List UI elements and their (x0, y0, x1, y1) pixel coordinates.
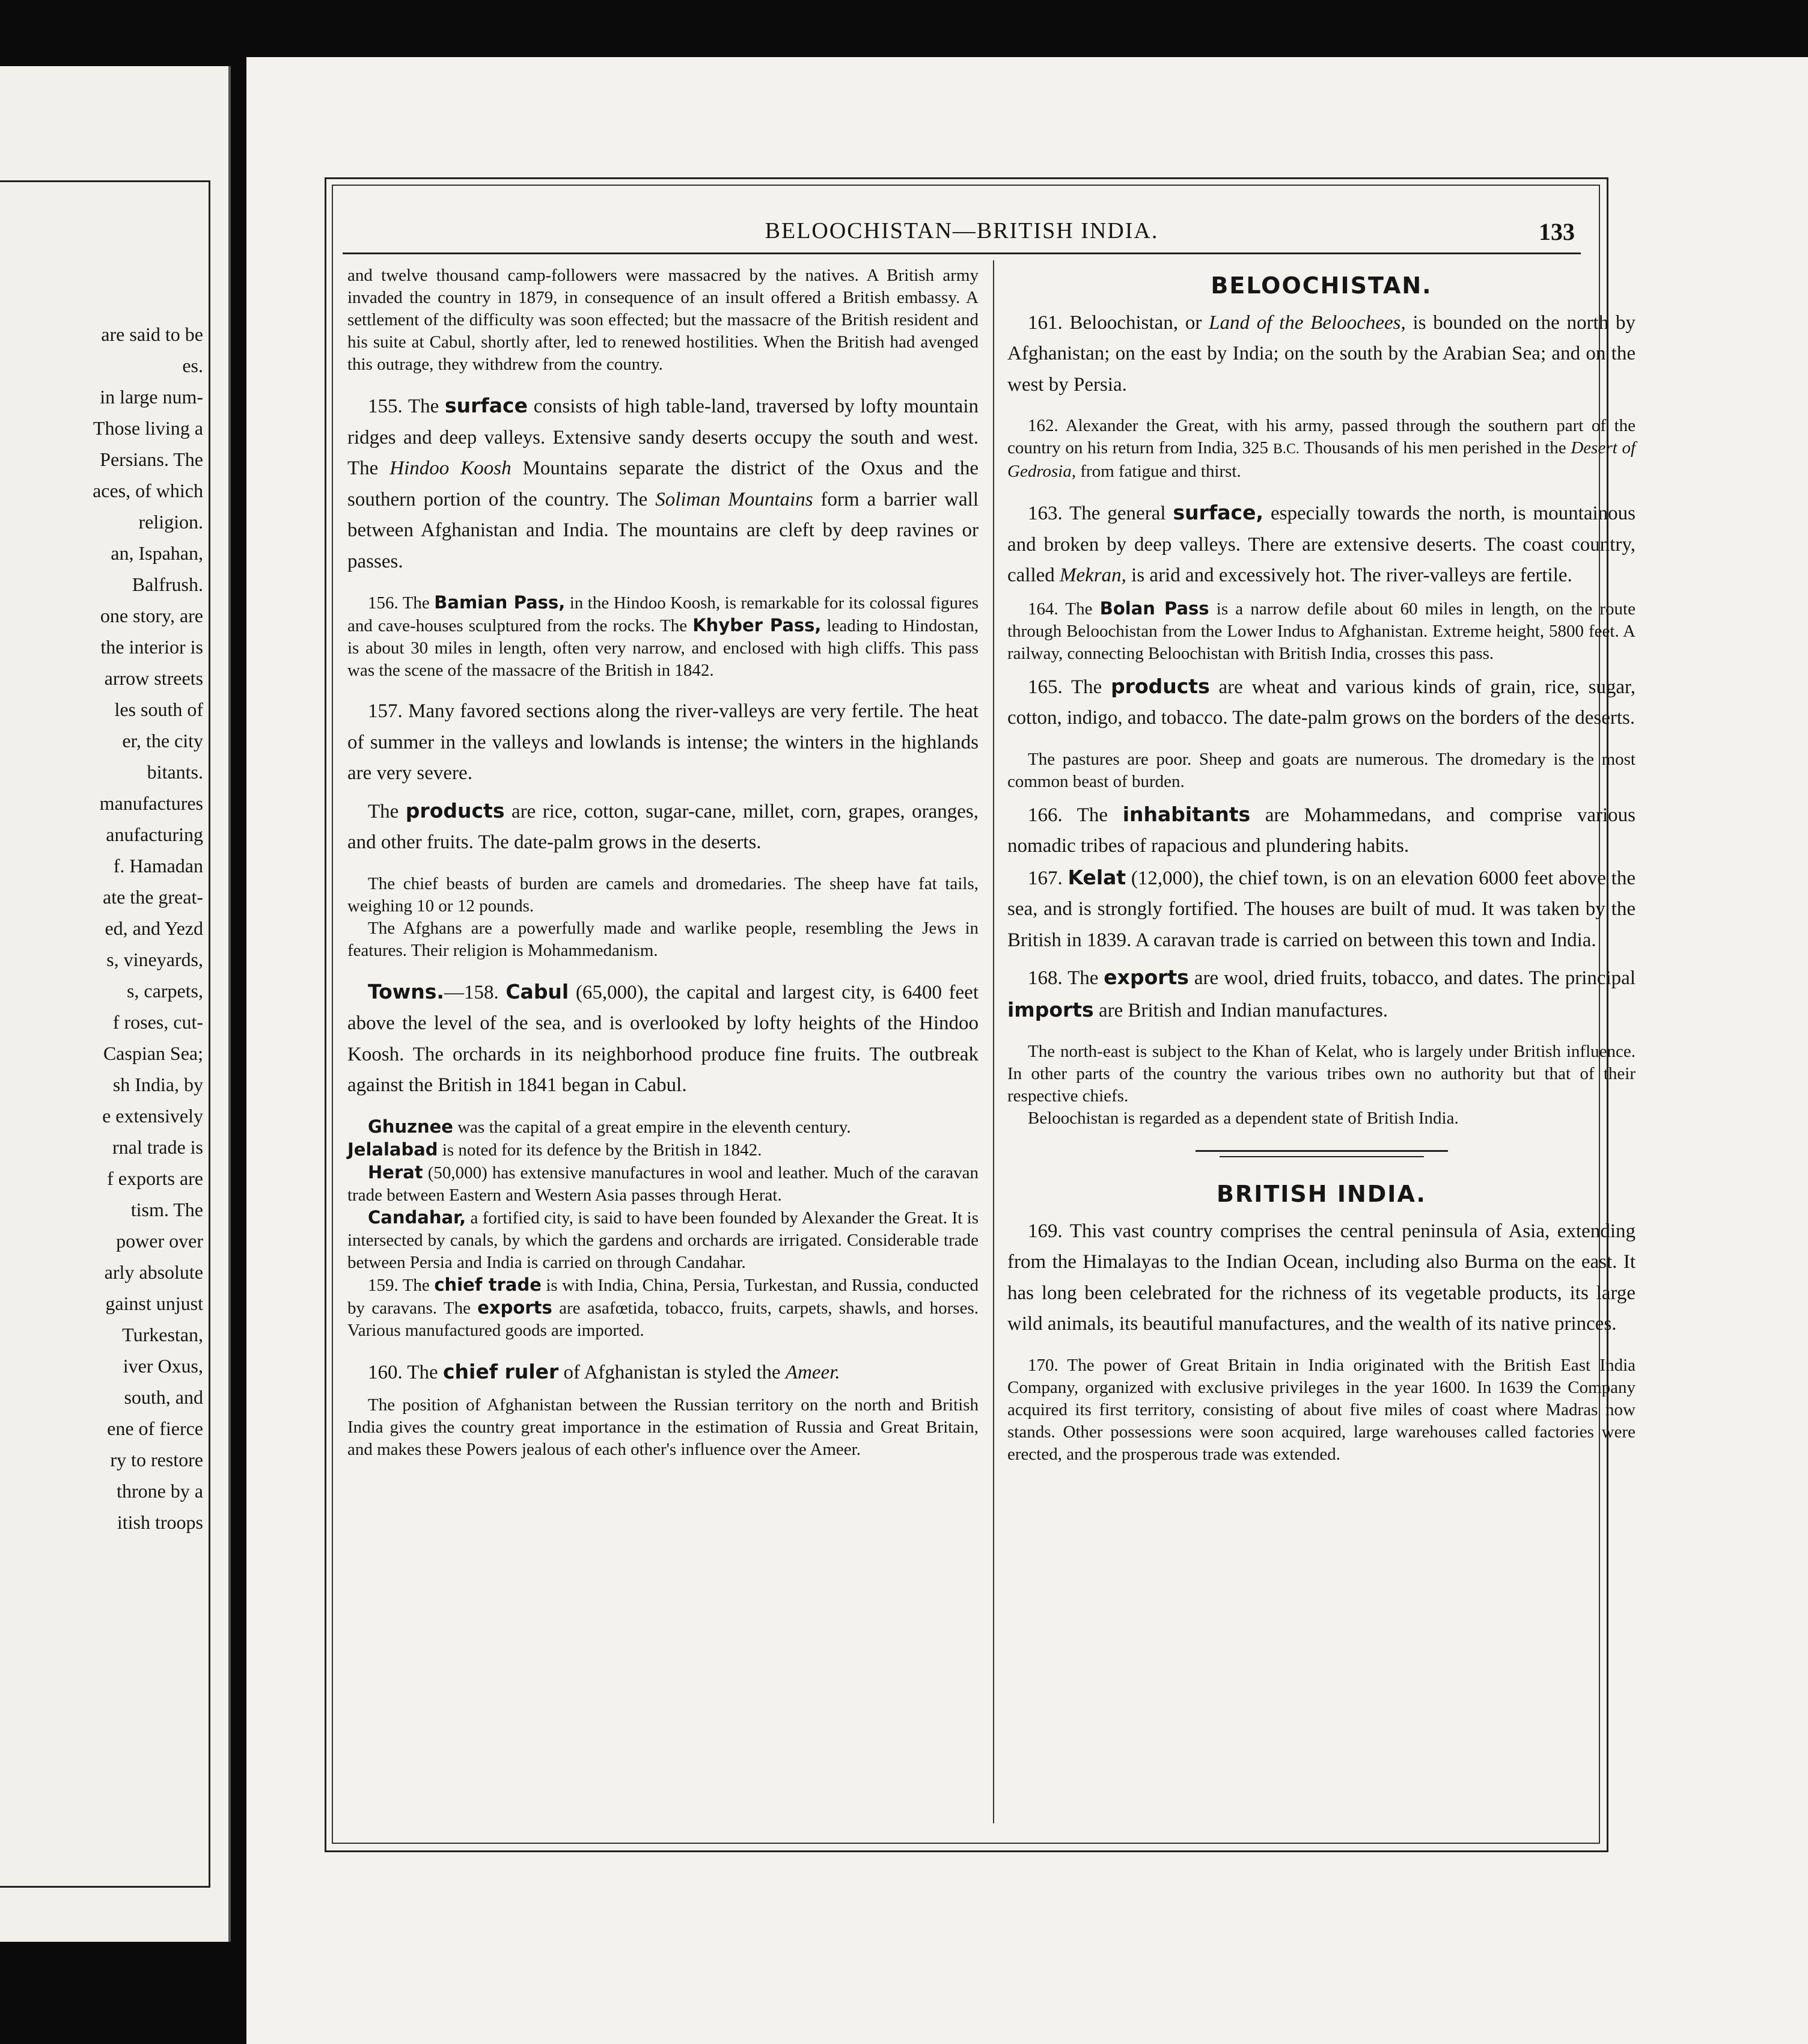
paragraph-168: 168. The exports are wool, dried fruits, tobacco, and dates. The principal imports are British and Indian manufactures. (1007, 965, 1635, 1021)
running-title: BELOOCHISTAN—BRITISH INDIA. (765, 218, 1159, 243)
facing-page-line: Those living a (93, 417, 203, 439)
page-number: 133 (1539, 218, 1575, 245)
facing-page-line: e extensively (102, 1105, 203, 1127)
paragraph-jelalabad: Jelalabad is noted for its defence by the British in 1842. (347, 1139, 762, 1160)
facing-page-line: manufactures (99, 792, 203, 814)
paragraph-afghans: The Afghans are a powerfully made and warlike people, resembling the Jews in features. Their religion is Mohammedanism. (347, 918, 979, 960)
paragraph-170: 170. The power of Great Britain in India originated with the British East India Company, organized with exclusive privileges in the year 1600. In 1639 the Company acquired its first territory, consisting of about five miles of coast where Madras now stands. Other possessions were soon acquired, large warehouses called factories were erected, and the prosperous trade was extended. (1007, 1355, 1635, 1464)
facing-page-text (0, 319, 210, 1538)
facing-page-line: er, the city (122, 730, 203, 751)
facing-page-line: arrow streets (104, 667, 203, 689)
section-title-british-india: BRITISH INDIA. (1217, 1181, 1426, 1207)
paragraph-candahar: Candahar, a fortified city, is said to have been founded by Alexander the Great. It is intersected by canals, by which the gardens and orchards are irrigated. Considerable trade between Persia and India is carried on through Candahar. (347, 1207, 979, 1272)
paragraph-khan: The north-east is subject to the Khan of Kelat, who is largely under British influence. In other parts of the country the various tribes own no authority but that of their respective chiefs. (1007, 1042, 1635, 1106)
facing-page-line: f. Hamadan (113, 855, 203, 877)
paragraph-158: Towns.—158. Cabul (65,000), the capital and largest city, is 6400 feet above the level of the sea, and is overlooked by lofty heights of the Hindoo Koosh. The orchards in its neighborhood produce fine fruits. The outbreak against the British in 1841 began in Cabul. (347, 979, 979, 1096)
paragraph-beasts: The chief beasts of burden are camels and dromedaries. The sheep have fat tails, weighing 10 or 12 pounds. (347, 874, 979, 916)
facing-page-line: ene of fierce (107, 1418, 203, 1439)
facing-page-line: are said to be (101, 323, 203, 345)
right-column (1007, 265, 1635, 1466)
facing-page-line: sh India, by (112, 1074, 203, 1095)
facing-page-line: the interior is (100, 636, 203, 658)
facing-page-line: one story, are (100, 605, 203, 626)
running-head (343, 216, 1581, 254)
facing-page-line: s, vineyards, (106, 949, 203, 970)
paragraph-166: 166. The inhabitants are Mohammedans, and comprise various nomadic tribes of rapacious and plundering habits. (1007, 802, 1635, 857)
paragraph-156: 156. The Bamian Pass, in the Hindoo Koosh, is remarkable for its colossal figures and cave-houses sculptured from the rocks. The Khyber Pass, leading to Hindostan, is about 30 miles in length, often very narrow, and enclosed with high cliffs. This pass was the scene of the massacre of the British in 1842. (347, 592, 979, 680)
paragraph-169: 169. This vast country comprises the central peninsula of Asia, extending from the Himalayas to the Indian Ocean, including also Burma on the east. It has long been celebrated for the richness of its vegetable products, its large wild animals, its beautiful manufactures, and the wealth of its native princes. (1007, 1220, 1635, 1335)
paragraph-157-products: The products are rice, cotton, sugar-cane, millet, corn, grapes, oranges, and other fruits. The date-palm grows in the deserts. (347, 798, 979, 853)
facing-page-line: aces, of which (93, 480, 203, 501)
paragraph-161: 161. Beloochistan, or Land of the Beloochees, is bounded on the north by Afghanistan; on the east by India; on the south by the Arabian Sea; and on the west by Persia. (1007, 311, 1635, 396)
section-divider (1196, 1150, 1448, 1157)
facing-page-line: Turkestan, (122, 1324, 203, 1345)
facing-page-line: iver Oxus, (123, 1355, 203, 1377)
facing-page-line: rnal trade is (112, 1136, 203, 1158)
facing-page-line: f roses, cut- (112, 1011, 203, 1033)
facing-page-line: anufacturing (106, 824, 203, 845)
facing-page-line: tism. The (130, 1199, 203, 1220)
facing-page-line: ed, and Yezd (105, 917, 203, 939)
paragraph-157: 157. Many favored sections along the river-valleys are very fertile. The heat of summer in the valleys and lowlands is intense; the winters in the highlands are very severe. (347, 700, 979, 784)
facing-page-line: Balfrush. (132, 574, 203, 595)
paragraph-167: 167. Kelat (12,000), the chief town, is on an elevation 6000 feet above the sea, and is strongly fortified. The houses are built of mud. It was taken by the British in 1839. A caravan trade is carried on between this town and India. (1007, 865, 1635, 951)
facing-page-line: power over (116, 1230, 203, 1252)
paragraph-ghuznee: Ghuznee was the capital of a great empire in the eleventh century. (368, 1116, 851, 1137)
facing-page-line: arly absolute (104, 1261, 203, 1283)
facing-page-line: itish troops (117, 1511, 203, 1533)
facing-page-line: religion. (138, 511, 203, 533)
paragraph-155: 155. The surface consists of high table-land, traversed by lofty mountain ridges and deep valleys. Extensive sandy deserts occupy the south and west. The Hindoo Koosh Mountains separate the district of the Oxus and the southern portion of the country. The Soliman Mountains form a barrier wall between Afghanistan and India. The mountains are cleft by deep ravines or passes. (347, 394, 979, 572)
facing-page-line: es. (182, 355, 203, 376)
paragraph-pastures: The pastures are poor. Sheep and goats are numerous. The dromedary is the most common beast of burden. (1007, 749, 1635, 791)
section-title-beloochistan: BELOOCHISTAN. (1211, 272, 1432, 299)
facing-page-line: s, carpets, (126, 980, 203, 1002)
paragraph-165: 165. The products are wheat and various kinds of grain, rice, sugar, cotton, indigo, and tobacco. The date-palm grows on the borders of the deserts. (1007, 674, 1635, 729)
paragraph-massacre: and twelve thousand camp-followers were massacred by the natives. A British army invaded the country in 1879, in consequence of an insult offered a British embassy. A settlement of the difficulty was soon effected; but the massacre of the British resident and his suite at Cabul, shortly after, led to renewed hostilities. When the British had avenged this outrage, they withdrew from the country. (347, 266, 979, 374)
left-column (347, 265, 979, 1461)
paragraph-163: 163. The general surface, especially towards the north, is mountainous and broken by deep valleys. There are extensive deserts. The coast country, called Mekran, is arid and excessively hot. The river-valleys are fertile. (1007, 501, 1635, 586)
facing-page-line: an, Ispahan, (111, 542, 203, 564)
facing-page (0, 66, 231, 1942)
paragraph-159: 159. The chief trade is with India, China, Persia, Turkestan, and Russia, conducted by caravans. The exports are asafœtida, tobacco, fruits, carpets, shawls, and horses. Various manufactured goods are imported. (347, 1274, 979, 1340)
facing-page-line: throne by a (117, 1480, 203, 1502)
facing-page-line: south, and (124, 1386, 203, 1408)
paragraph-164: 164. The Bolan Pass is a narrow defile about 60 miles in length, on the route through Beloochistan from the Lower Indus to Afghanistan. Extreme height, 5800 feet. A railway, connecting Beloochistan with British India, crosses this pass. (1007, 598, 1635, 663)
facing-page-line: ry to restore (110, 1449, 203, 1470)
paragraph-dependent: Beloochistan is regarded as a dependent state of British India. (1028, 1109, 1459, 1128)
facing-page-line: ate the great- (103, 886, 203, 908)
paragraph-160: 160. The chief ruler of Afghanistan is styled the Ameer. (368, 1359, 840, 1383)
page (246, 57, 1808, 2044)
paragraph-herat: Herat (50,000) has extensive manufactures in wool and leather. Much of the caravan trade between Eastern and Western Asia passes through Herat. (347, 1161, 979, 1205)
facing-page-line: Persians. The (100, 448, 203, 470)
facing-page-line: in large num- (100, 386, 203, 408)
column-divider (993, 260, 994, 1823)
facing-page-line: Caspian Sea; (103, 1042, 203, 1064)
facing-page-line: f exports are (107, 1167, 203, 1189)
facing-page-line: bitants. (147, 761, 203, 783)
facing-page-line: gainst unjust (105, 1293, 203, 1314)
paragraph-162: 162. Alexander the Great, with his army, passed through the southern part of the country on his return from India, 325 B.C. Thousands of his men perished in the Desert of Gedrosia, from fatigue and thirst. (1007, 416, 1636, 481)
facing-page-line: les south of (114, 699, 203, 720)
paragraph-position: The position of Afghanistan between the Russian territory on the north and British India gives the country great importance in the estimation of Russia and Great Britain, and makes these Powers jealous of each other's influence over the Ameer. (347, 1395, 979, 1459)
